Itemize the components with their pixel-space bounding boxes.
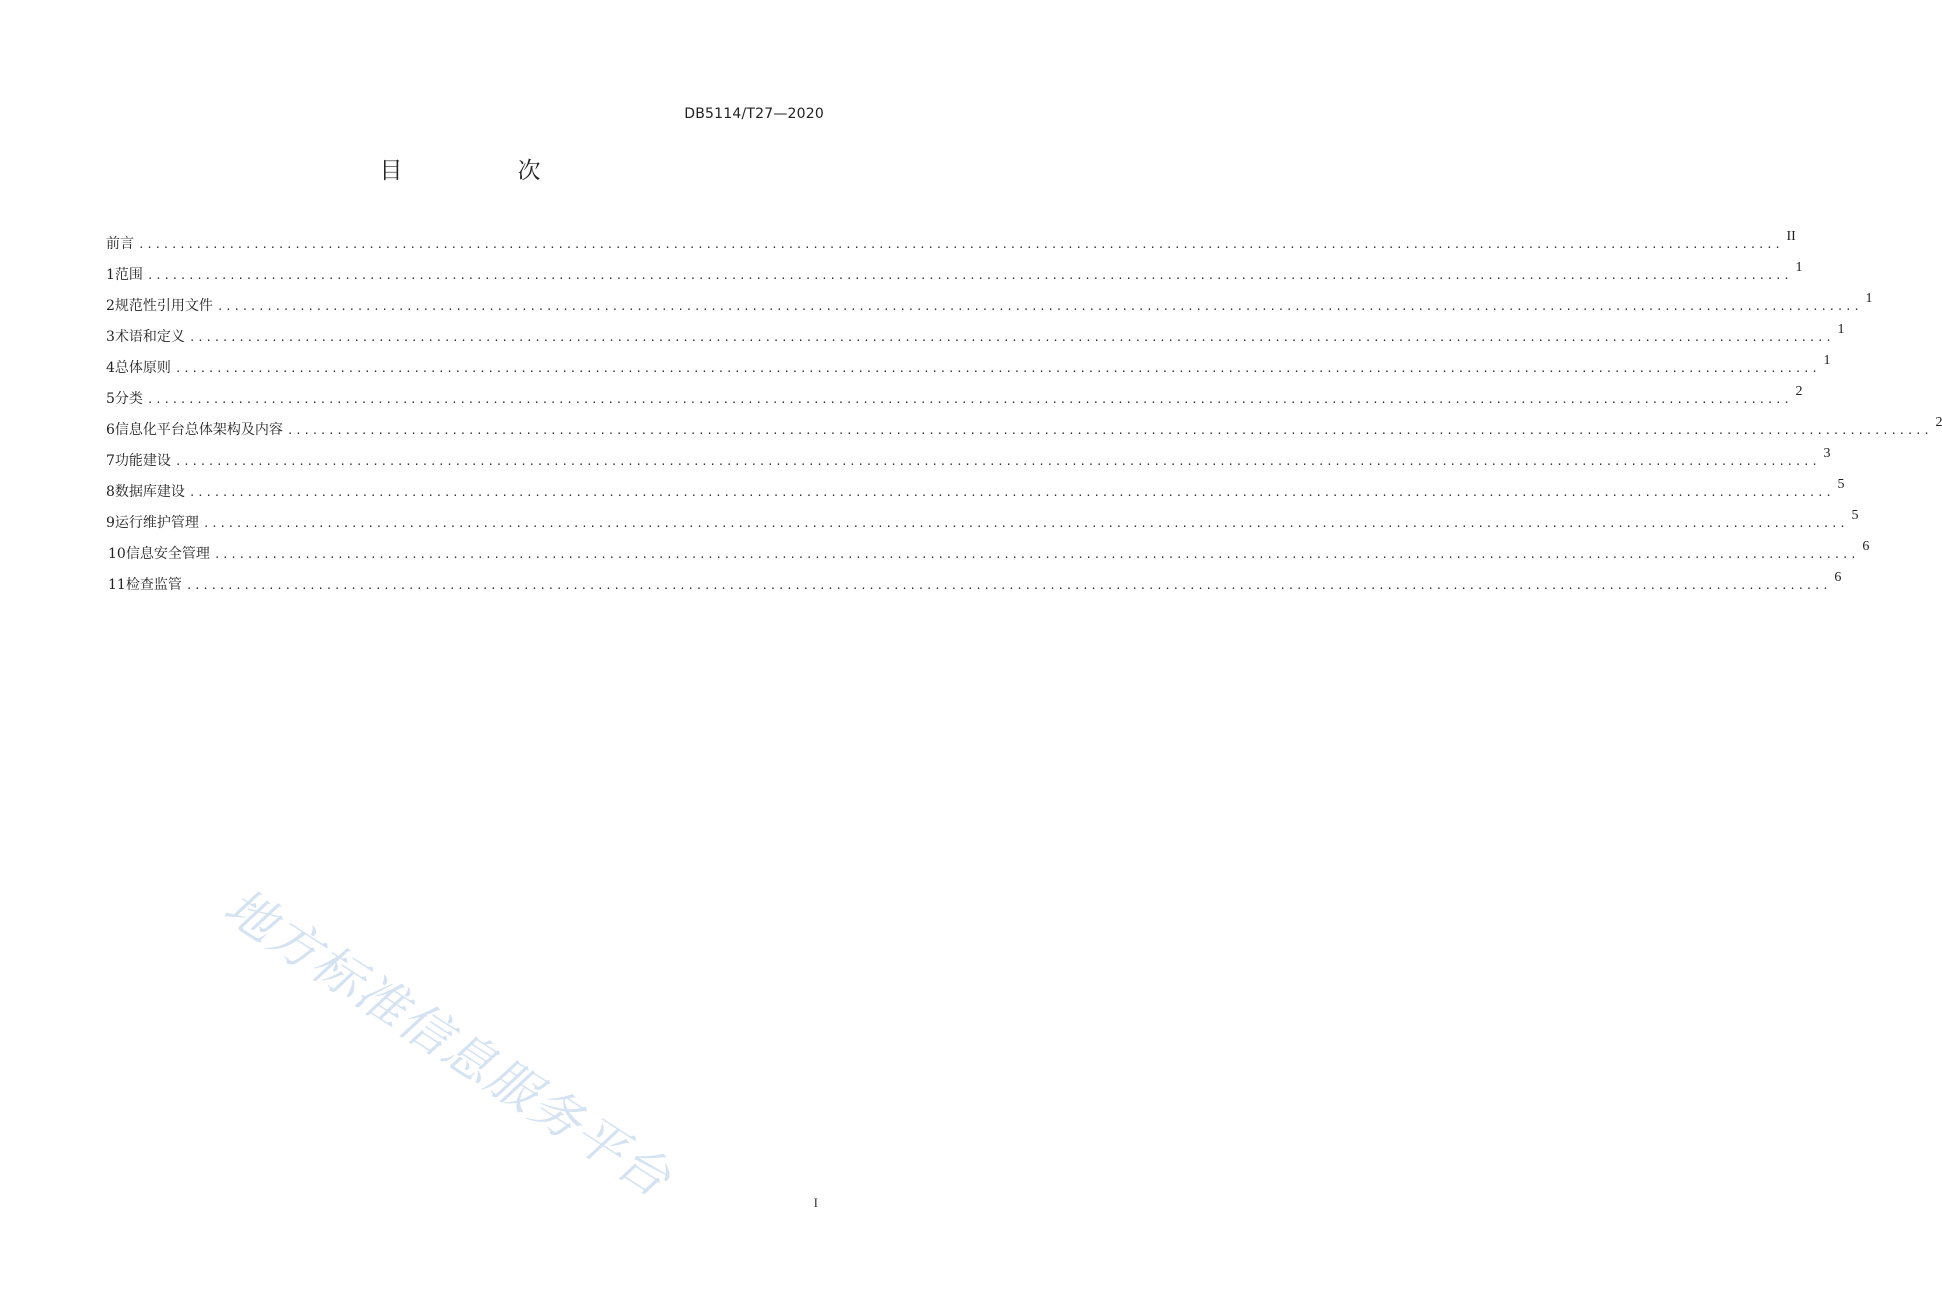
dot-leader: ........................................................................................................................................................................................................ [174,362,1820,375]
toc-entry-title: 前言 [106,236,134,252]
toc-entry-number: 3 [106,329,115,345]
watermark: 地方标准信息服务平台 [214,877,682,1209]
toc-entry-number: 4 [106,360,115,376]
dot-leader: ........................................................................................................................................................................................................ [213,548,1859,561]
toc-entry-title: 规范性引用文件 [114,298,213,314]
toc-entry-title: 检查监管 [125,577,182,593]
toc-entry-page: II [1786,229,1796,244]
toc-entry[interactable] [106,570,1842,605]
toc-entry-number: 11 [108,577,126,593]
dot-leader: ........................................................................................................................................................................................................ [216,300,1862,313]
dot-leader: ........................................................................................................................................................................................................ [146,269,1792,282]
dot-leader: ........................................................................................................................................................................................................ [174,455,1820,468]
toc-entry-page: 3 [1823,446,1831,461]
dot-leader: ........................................................................................................................................................................................................ [286,424,1932,437]
toc-title: 目 次 [379,158,587,184]
toc-entry[interactable] [106,229,1796,264]
toc-entry-title: 总体原则 [114,360,171,376]
toc-entry-number: 1 [106,267,115,283]
dot-leader: ........................................................................................................................................................................................................ [202,517,1848,530]
toc-entry[interactable] [106,477,1845,512]
page-number: I [813,1195,818,1210]
dot-leader: ........................................................................................................................................................................................................ [146,393,1792,406]
toc-entry[interactable] [106,384,1803,419]
toc-entry[interactable] [106,353,1831,388]
toc-entry[interactable] [106,446,1831,481]
toc-entry-page: 6 [1862,539,1870,554]
dot-leader: ........................................................................................................................................................................................................ [188,331,1834,344]
toc-entry-page: 1 [1823,353,1831,368]
toc-entry-page: 5 [1851,508,1859,523]
toc-entry-page: 1 [1865,291,1873,306]
toc-entry-number: 9 [106,515,115,531]
dot-leader: ........................................................................................................................................................................................................ [185,579,1831,592]
toc-entry-title: 功能建设 [114,453,171,469]
toc-entry[interactable] [106,260,1803,295]
toc-entry-page: 1 [1837,322,1845,337]
toc-entry-title: 术语和定义 [114,329,185,345]
toc-entry-title: 信息化平台总体架构及内容 [114,422,283,438]
toc-entry-number: 5 [106,391,115,407]
toc-entry[interactable] [106,508,1859,543]
toc-entry-number: 7 [106,453,115,469]
toc-entry-title: 数据库建设 [114,484,185,500]
toc-entry[interactable] [106,415,1942,450]
toc-entry-page: 6 [1834,570,1842,585]
toc-entry-page: 2 [1935,415,1942,430]
dot-leader: ........................................................................................................................................................................................................ [188,486,1834,499]
toc-entry-page: 1 [1795,260,1803,275]
toc-entry-number: 2 [106,298,115,314]
table-of-contents [106,229,1942,605]
toc-entry-number: 6 [106,422,115,438]
toc-entry-title: 信息安全管理 [125,546,210,562]
dot-leader: ........................................................................................................................................................................................................ [138,238,1783,251]
document-code: DB5114/T27—2020 [684,106,824,122]
toc-entry[interactable] [106,291,1873,326]
toc-entry-title: 范围 [114,267,143,283]
toc-entry-page: 5 [1837,477,1845,492]
toc-entry[interactable] [106,322,1845,357]
toc-entry-title: 运行维护管理 [114,515,199,531]
toc-entry-number: 8 [106,484,115,500]
toc-entry-title: 分类 [114,391,143,407]
toc-entry-number: 10 [108,546,126,562]
toc-entry-page: 2 [1795,384,1803,399]
toc-entry[interactable] [106,539,1870,574]
